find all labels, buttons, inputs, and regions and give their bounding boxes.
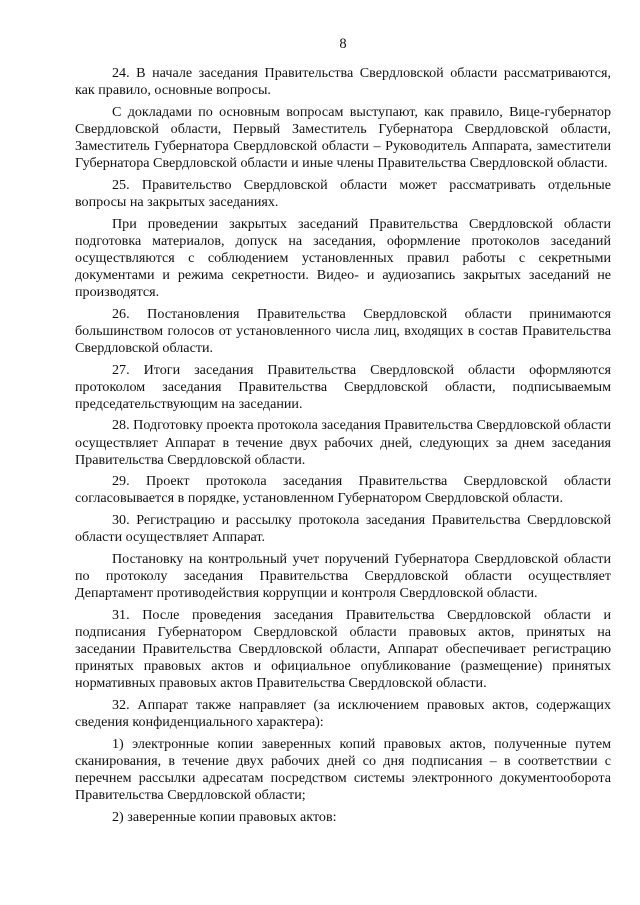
- paragraph-26: 26. Постановления Правительства Свердловской области принимаются большинством голосов от установленного числа лиц, входящих в состав Правительства Свердловской области.: [75, 305, 611, 356]
- paragraph-speakers: С докладами по основным вопросам выступают, как правило, Вице-губернатор Свердловской области, Первый Заместитель Губернатора Свердловской области, Заместитель Губернатора Свердловской области – Руководитель Аппарата, заместители Губернатора Свердловской области и иные члены Правительства Свердловской области.: [75, 103, 611, 172]
- paragraph-30: 30. Регистрацию и рассылку протокола заседания Правительства Свердловской области осуществляет Аппарат.: [75, 512, 611, 546]
- page-number: 8: [339, 36, 347, 52]
- paragraph-32-item-2: 2) заверенные копии правовых актов:: [112, 808, 337, 825]
- paragraph-28: 28. Подготовку проекта протокола заседания Правительства Свердловской области осуществляет Аппарат в течение двух рабочих дней, следующих за днем заседания Правительства Свердловской области.: [75, 417, 611, 468]
- paragraph-29: 29. Проект протокола заседания Правительства Свердловской области согласовывается в порядке, установленном Губернатором Свердловской области.: [75, 473, 611, 507]
- paragraph-27: 27. Итоги заседания Правительства Свердловской области оформляются протоколом заседания Правительства Свердловской области, подписываемым председательствующим на заседании.: [75, 361, 611, 412]
- document-page: [75, 36, 611, 830]
- paragraph-24: 24. В начале заседания Правительства Свердловской области рассматриваются, как правило, основные вопросы.: [75, 65, 611, 99]
- paragraph-31: 31. После проведения заседания Правительства Свердловской области и подписания Губернатором Свердловской области правовых актов, принятых на заседании Правительства Свердловской области, Аппарат обеспечивает регистрацию принятых правовых актов и официальное опубликование (размещение) принятых нормативных правовых актов Правительства Свердловской области.: [75, 606, 611, 692]
- paragraph-32-item-1: 1) электронные копии заверенных копий правовых актов, полученные путем сканирования, в течение двух рабочих дней со дня подписания – в соответствии с перечнем рассылки адресатам посредством системы электронного документооборота Правительства Свердловской области;: [75, 735, 611, 803]
- paragraph-closed-sessions: При проведении закрытых заседаний Правительства Свердловской области подготовка материалов, допуск на заседания, оформление протоколов заседаний осуществляются с соблюдением установленных правил работы с секретными документами и режима секретности. Видео- и аудиозапись закрытых заседаний не производятся.: [75, 215, 611, 300]
- paragraph-control-registration: Постановку на контрольный учет поручений Губернатора Свердловской области по протоколу заседания Правительства Свердловской области осуществляет Департамент противодействия коррупции и контроля Свердловской области.: [75, 550, 611, 602]
- paragraph-25: 25. Правительство Свердловской области может рассматривать отдельные вопросы на закрытых заседаниях.: [75, 176, 611, 210]
- paragraph-32: 32. Аппарат также направляет (за исключением правовых актов, содержащих сведения конфиденциального характера):: [75, 696, 611, 730]
